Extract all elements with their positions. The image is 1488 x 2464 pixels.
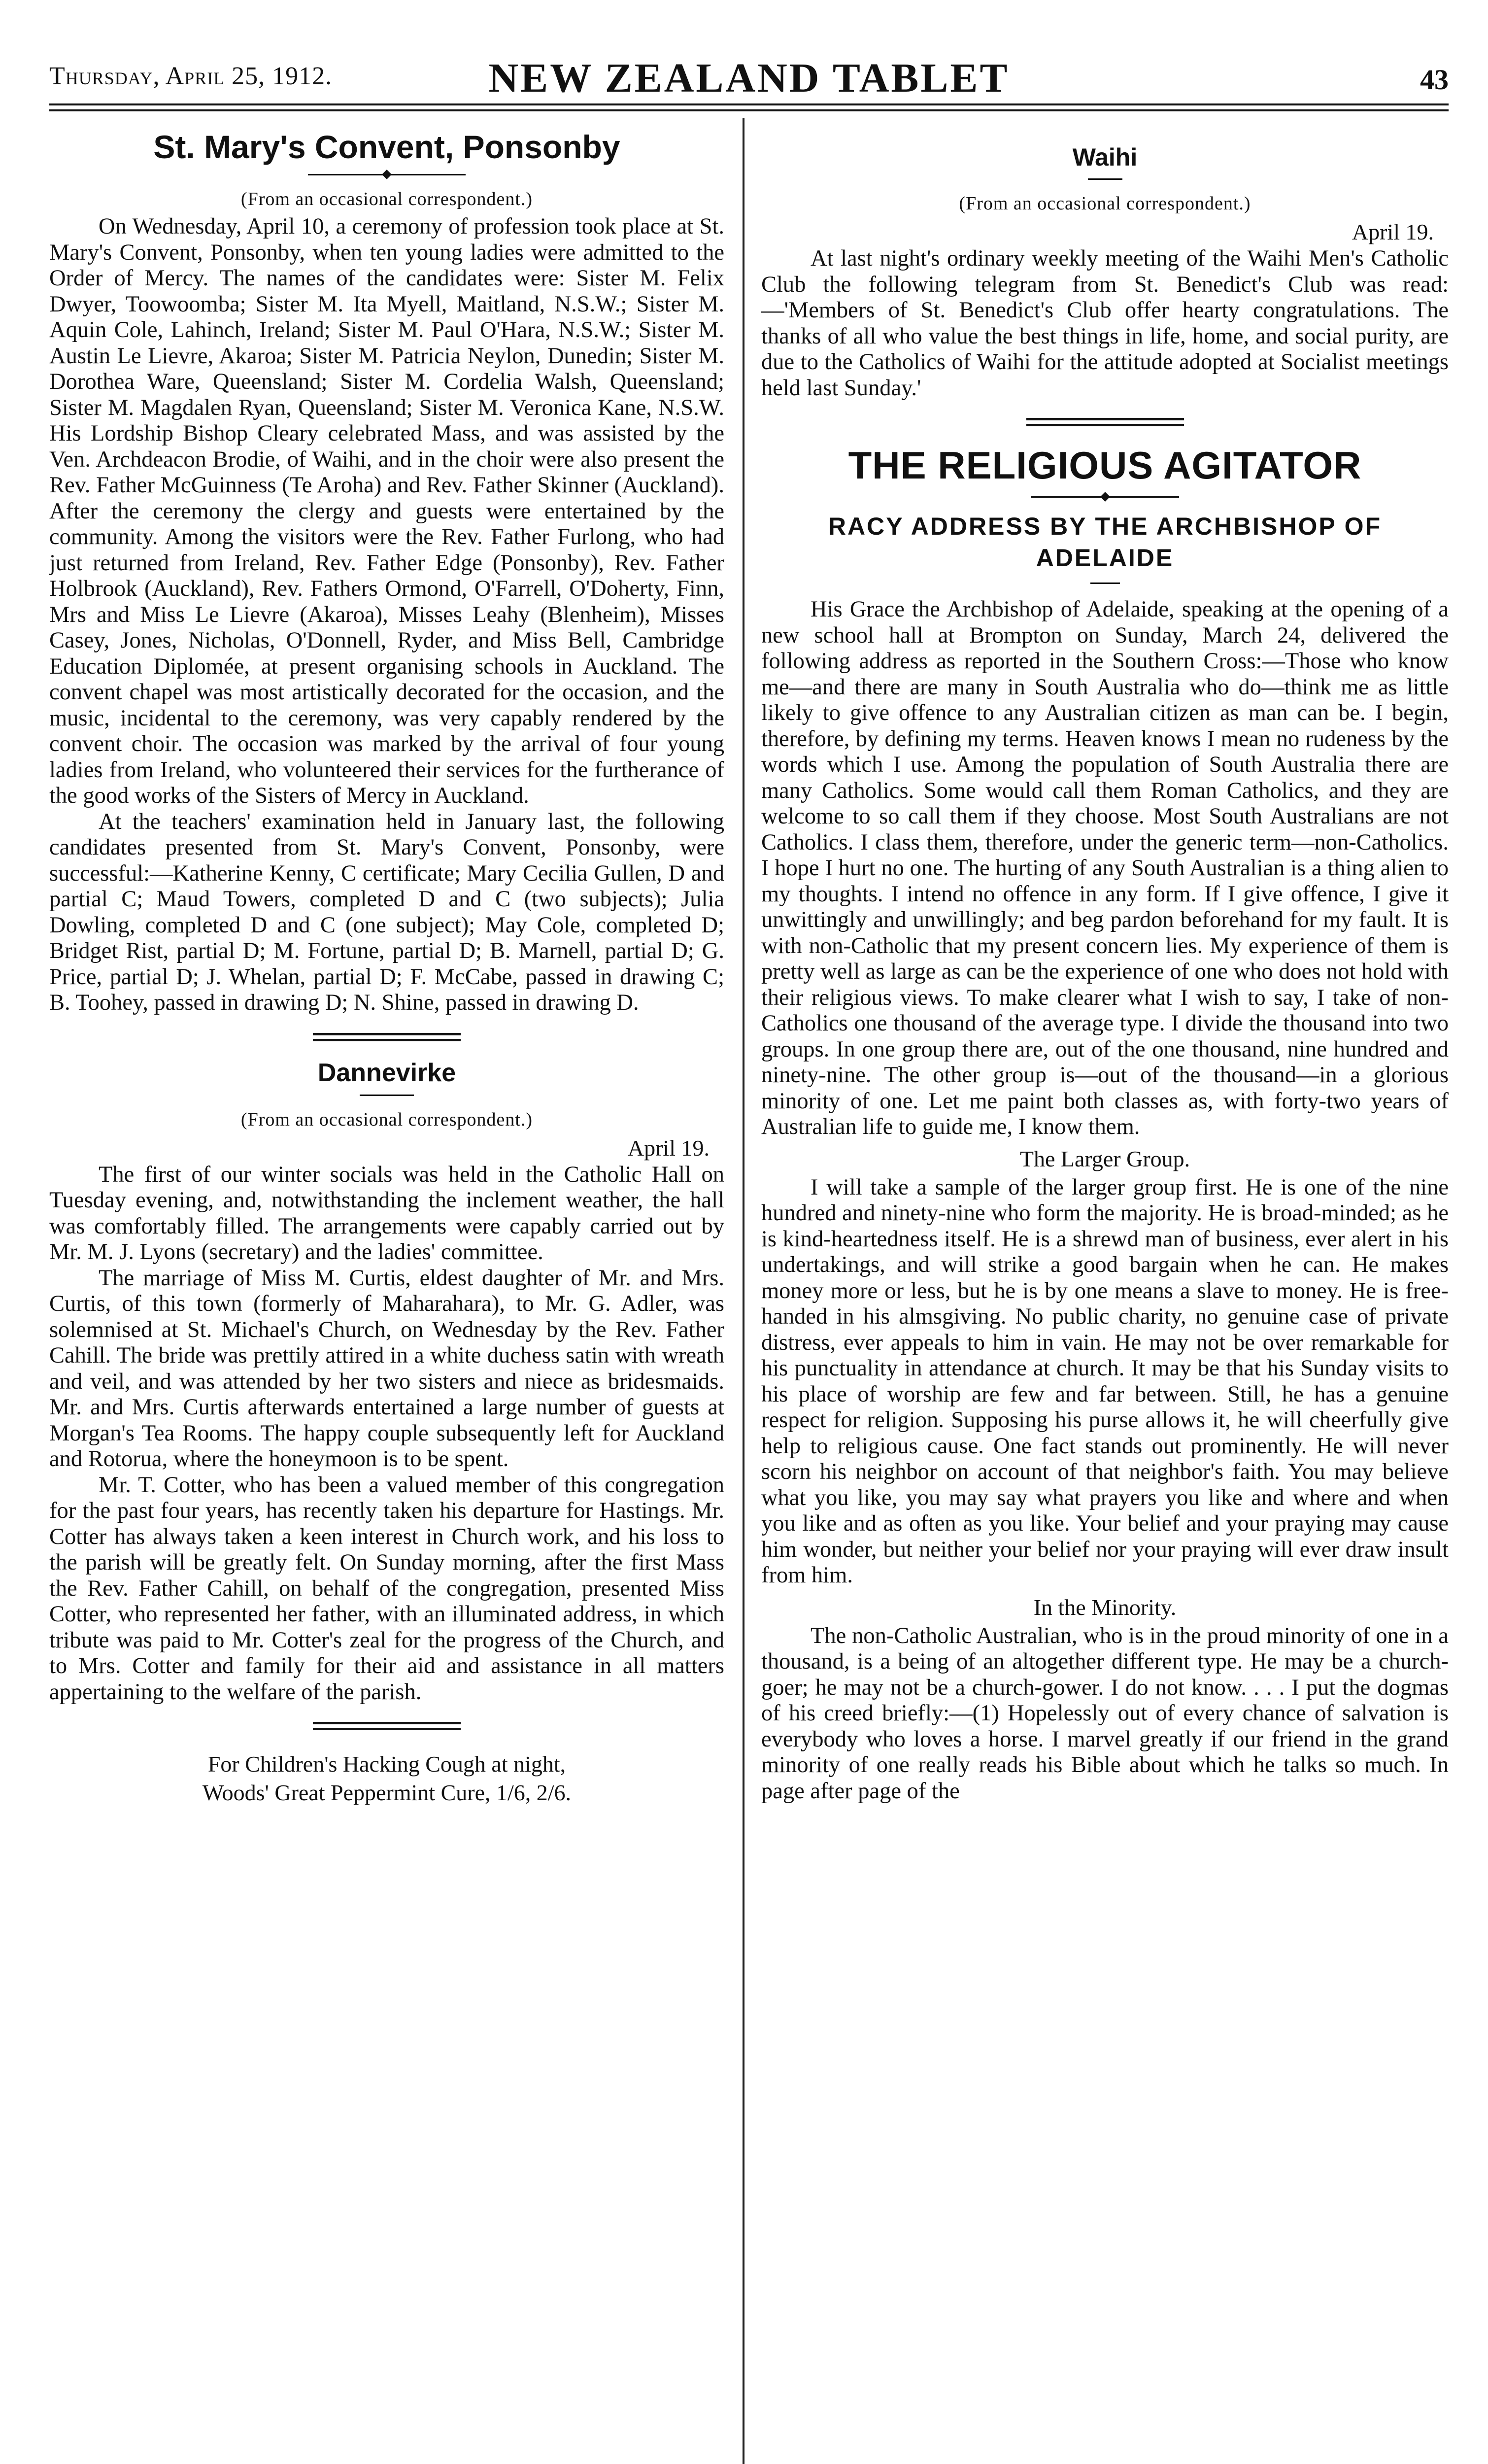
article-subtitle: RACY ADDRESS BY THE ARCHBISHOP OF ADELAIDE <box>828 513 1382 572</box>
dateline: April 19. <box>1352 219 1434 244</box>
article-paragraph: His Grace the Archbishop of Adelaide, speaking at the opening of a new school hall at Brompton on Sunday, March 24, delivered the following address as reported in the Southern Cross:—Those who know me—and there are many in South Australia who do—think me as little likely to give offence to any Australian citizen as man can be. I begin, therefore, by defining my terms. Heaven knows I mean no rudeness by the words which I use. Among the population of South Australia there are many Catholics. Some would call them Roman Catholics, and they are welcome to so call them if they choose. Most South Australians are not Catholics. I class them, therefore, under the generic term—non-Catholics. I hope I hurt no one. The hurting of any South Australian is a thing alien to my thoughts. I intend no offence in any form. If I give offence, I give it unwittingly and unwillingly; and beg pardon beforehand for my fault. It is with non-Catholic that my present concern lies. My experience of them is pretty well as large as can be the experience of one who does not hold with their religious views. To make clearer what I wish to say, I take of non-Catholics one thousand of the average type. I divide the thousand into two groups. In one group there are, out of the one thousand, nine hundred and ninety-nine. The other group is—out of the thousand—in a glorious minority of one. Let me paint both classes as, with forty-two years of Australian life to guide me, I know them. <box>761 597 1449 1139</box>
article-paragraph: Mr. T. Cotter, who has been a valued member of this congregation for the past four years, has recently taken his departure for Hastings. Mr. Cotter has always taken a keen interest in Church work, and his loss to the parish will be greatly felt. On Sunday morning, after the first Mass the Rev. Father Cahill, on behalf of the congregation, presented Miss Cotter, who represented her father, with an illuminated address, in which tribute was paid to Mr. Cotter's zeal for the progress of the Church, and to Mrs. Cotter and family for their aid and assistance in all matters appertaining to the welfare of the parish. <box>49 1472 724 1705</box>
article-paragraph: I will take a sample of the larger group first. He is one of the nine hundred and ninety-nine who form the majority. He is broad-minded; as he is kind-heartedness itself. He is a shrewd man of business, ever alert in his undertakings, and will strike a good bargain when he can. He makes money more or less, but he is by one means a slave to money. He is free-handed in his almsgiving. No public charity, no genuine case of private distress, ever appeals to him in vain. He may not be over remarkable for his punctuality in attendance at church. It may be that his Sunday visits to his place of worship are few and far between. Still, he has a genuine respect for religion. Supposing his purse allows it, he will cheerfully give help to religious cause. One fact stands out prominently. He will never scorn his neighbor on account of that neighbor's faith. You may believe what you like, you may say what prayers you like and where and when you like and as often as you like. Your belief and your praying may cause him wonder, but neither your belief nor your praying will ever draw insult from him. <box>761 1174 1449 1588</box>
article-waihi <box>761 143 1449 401</box>
subheading-larger-group: The Larger Group. <box>1019 1146 1190 1171</box>
article-paragraph: The marriage of Miss M. Curtis, eldest daughter of Mr. and Mrs. Curtis, of this town (formerly of Maharahara), to Mr. G. Adler, was solemnised at St. Michael's Church, on Wednesday by the Rev. Father Cahill. The bride was prettily attired in a white duchess satin with wreath and veil, and was attended by her two sisters and niece as bridesmaids. Mr. and Mrs. Curtis afterwards entertained a large number of guests at Morgan's Tea Rooms. The happy couple subsequently left for Auckland and Rotorua, where the honeymoon is to be spent. <box>49 1265 724 1472</box>
correspondent-credit: (From an occasional correspondent.) <box>959 193 1251 214</box>
advertisement <box>49 1750 724 1807</box>
left-column <box>49 118 724 2464</box>
right-column <box>761 118 1449 2464</box>
header-rule-top <box>49 103 1449 105</box>
article-title: THE RELIGIOUS AGITATOR <box>848 444 1362 487</box>
article-title: Dannevirke <box>317 1058 456 1087</box>
article-paragraph: At the teachers' examination held in January last, the following candidates presented from St. Mary's Convent, Ponsonby, were successful:—Katherine Kenny, C certificate; Mary Cecilia Gullen, D and partial C; Maud Towers, completed D and C (two subjects); Julia Dowling, completed D and C (one subject); May Cole, completed D; Bridget Rist, partial D; M. Fortune, partial D; B. Marnell, partial D; G. Price, partial D; J. Whelan, partial D; F. McCabe, passed in drawing C; B. Toohey, passed in drawing D; N. Shine, passed in drawing D. <box>49 809 724 1015</box>
subtitle-rule <box>1090 582 1120 584</box>
issue-date: Thursday, April 25, 1912. <box>49 62 333 90</box>
dateline: April 19. <box>627 1135 710 1161</box>
article-title: Waihi <box>1072 143 1138 171</box>
section-separator <box>1026 418 1184 426</box>
title-ornament <box>308 170 466 179</box>
correspondent-credit: (From an occasional correspondent.) <box>240 189 533 209</box>
article-paragraph: The non-Catholic Australian, who is in the proud minority of one in a thousand, is a being of an altogether different type. He may be a church-goer; he may not be a church-gower. I do not know. . . . I put the dogmas of his creed briefly:—(1) Hopelessly out of every chance of salvation is everybody who loves a horse. I marvel greatly if our friend in the grand minority of one really reads his Bible about which he talks so much. In page after page of the <box>761 1623 1449 1804</box>
title-rule <box>360 1095 414 1096</box>
article-dannevirke <box>49 1058 724 1706</box>
section-separator <box>313 1033 461 1041</box>
page-header <box>49 54 1449 103</box>
article-paragraph: The first of our winter socials was held in the Catholic Hall on Tuesday evening, and, notwithstanding the inclement weather, the hall was comfortably filled. The arrangements were capably carried out by Mr. M. J. Lyons (secretary) and the ladies' committee. <box>49 1162 724 1265</box>
article-title: St. Mary's Convent, Ponsonby <box>153 129 620 165</box>
article-st-marys-convent <box>49 128 724 1016</box>
title-rule <box>1088 178 1122 180</box>
article-religious-agitator <box>761 443 1449 1804</box>
page-number: 43 <box>1420 64 1449 96</box>
section-separator <box>313 1722 461 1730</box>
column-divider <box>743 118 744 2464</box>
correspondent-credit: (From an occasional correspondent.) <box>240 1109 533 1130</box>
advert-line: For Children's Hacking Cough at night, <box>207 1751 566 1777</box>
subheading-minority: In the Minority. <box>1033 1594 1177 1620</box>
newspaper-masthead: NEW ZEALAND TABLET <box>488 55 1010 101</box>
advert-line: Woods' Great Peppermint Cure, 1/6, 2/6. <box>202 1780 572 1805</box>
article-paragraph: At last night's ordinary weekly meeting of the Waihi Men's Catholic Club the following telegram from St. Benedict's Club was read:—'Members of St. Benedict's Club offer hearty congratulations. The thanks of all who value the best things in life, home, and social purity, are due to the Catholics of Waihi for the attitude adopted at Socialist meetings held last Sunday.' <box>761 246 1449 401</box>
header-rule-bottom <box>49 109 1449 111</box>
article-paragraph: On Wednesday, April 10, a ceremony of profession took place at St. Mary's Convent, Ponsonby, when ten young ladies were admitted to the Order of Mercy. The names of the candidates were: Sister M. Felix Dwyer, Toowoomba; Sister M. Ita Myell, Maitland, N.S.W.; Sister M. Aquin Cole, Lahinch, Ireland; Sister M. Paul O'Hara, N.S.W.; Sister M. Austin Le Lievre, Akaroa; Sister M. Patricia Neylon, Dunedin; Sister M. Dorothea Ware, Queensland; Sister M. Cordelia Walsh, Queensland; Sister M. Magdalen Ryan, Queensland; Sister M. Veronica Kane, N.S.W. His Lordship Bishop Cleary celebrated Mass, and was assisted by the Ven. Archdeacon Brodie, of Waihi, and in the choir were also present the Rev. Father McGuinness (Te Aroha) and Rev. Father Skinner (Auckland). After the ceremony the clergy and guests were entertained by the community. Among the visitors were the Rev. Father Furlong, who had just returned from Ireland, Rev. Father Edge (Ponsonby), Rev. Father Holbrook (Auckland), Rev. Fathers Ormond, O'Farrell, O'Doherty, Finn, Mrs and Miss Le Lievre (Akaroa), Misses Leahy (Blenheim), Misses Casey, Jones, Nicholas, O'Donnell, Ryder, and Miss Bell, Cambridge Education Diplomée, at present organising schools in Auckland. The convent chapel was most artistically decorated for the occasion, and the music, incidental to the ceremony, was very capably rendered by the convent choir. The occasion was marked by the arrival of four young ladies from Ireland, who volunteered their services for the furtherance of the good works of the Sisters of Mercy in Auckland. <box>49 214 724 808</box>
title-ornament <box>1031 492 1179 502</box>
